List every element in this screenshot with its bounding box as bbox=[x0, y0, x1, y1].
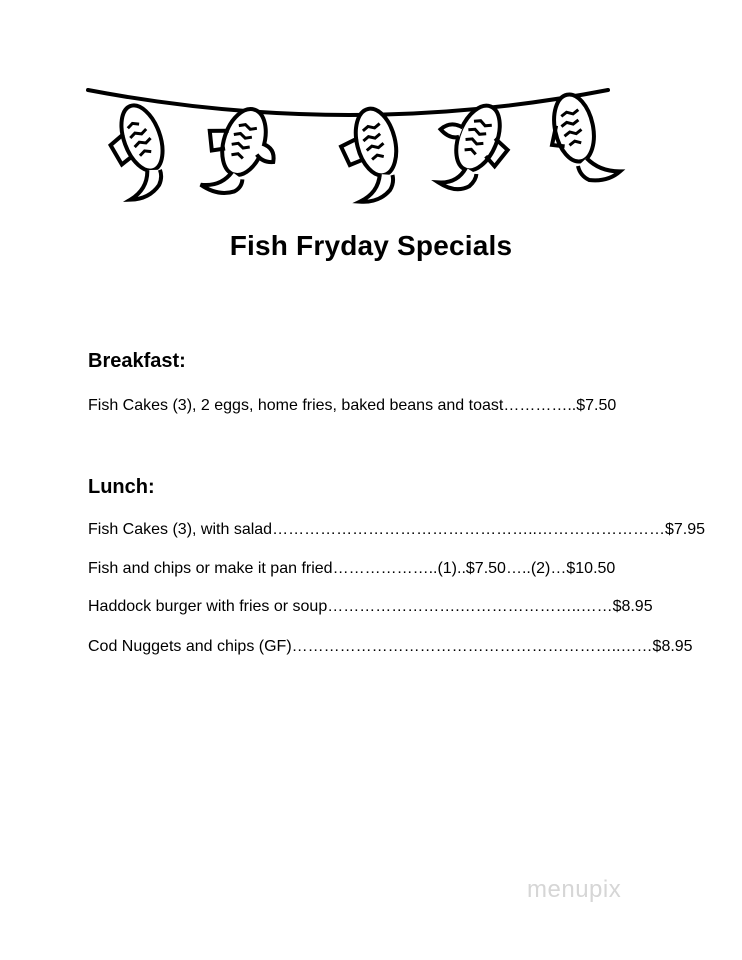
menu-item: Fish Cakes (3), 2 eggs, home fries, baked beans and toast…………..$7.50 bbox=[88, 397, 617, 414]
section-heading-breakfast: Breakfast: bbox=[88, 350, 186, 372]
menu-item: Cod Nuggets and chips (GF)……………………………………………………..……$8.95 bbox=[88, 638, 693, 655]
menu-item: Fish Cakes (3), with salad…………………………………………..……………………$7.95 bbox=[88, 521, 705, 538]
menu-item: Fish and chips or make it pan fried………………..(1)..$7.50…..(2)…$10.50 bbox=[88, 560, 616, 577]
page-title: Fish Fryday Specials bbox=[229, 230, 513, 261]
watermark: menupix bbox=[527, 876, 622, 903]
hanging-fish-string-icon bbox=[80, 80, 640, 220]
section-heading-lunch: Lunch: bbox=[88, 476, 155, 498]
menu-item: Haddock burger with fries or soup…………………….…………………..……$8.95 bbox=[88, 598, 653, 615]
